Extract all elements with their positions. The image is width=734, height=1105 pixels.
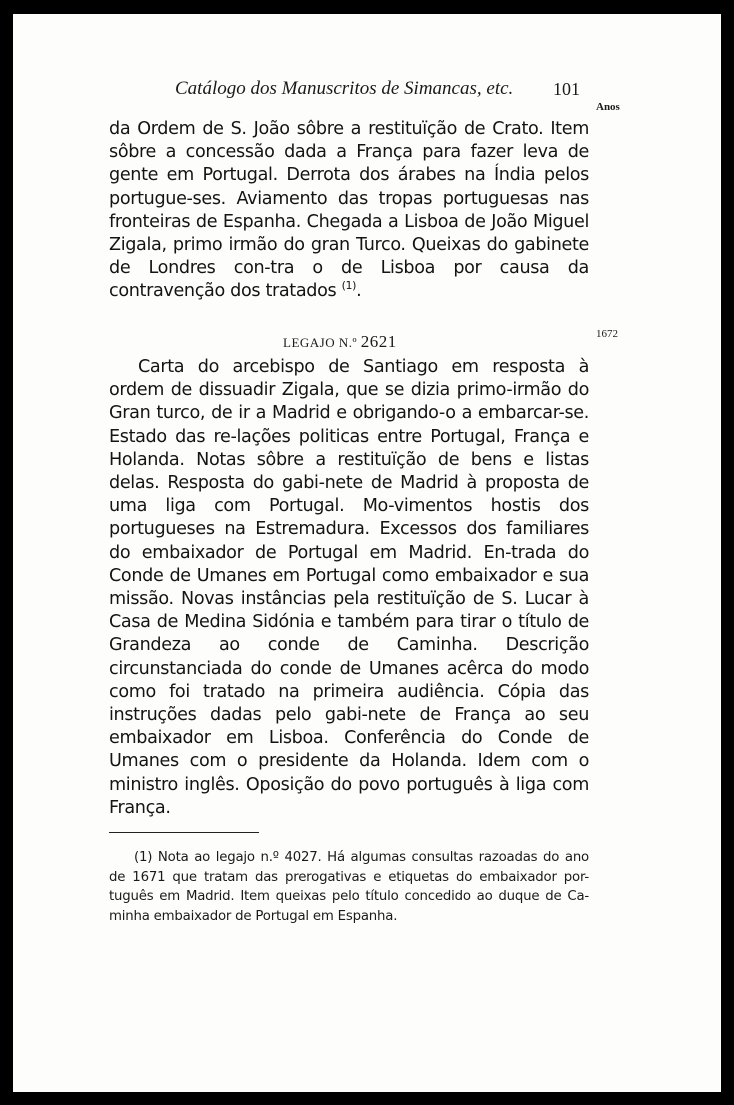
paragraph-continued — [109, 118, 589, 304]
running-title: Catálogo dos Manuscritos de Simancas, etc. — [175, 78, 514, 99]
margin-years-label: Anos — [596, 101, 620, 113]
paragraph-1-text: da Ordem de S. João sôbre a restituïção de Crato. Item sôbre a concessão dada a França para fazer leva de gente em Portugal. Derrota dos árabes na Índia pelos portugue-ses. Aviamento das tropas portuguesas nas fronteiras de Espanha. Chegada a Lisboa de João Miguel Zigala, primo irmão do gran Turco. Queixas do gabinete de Londres con-tra o de Lisboa por causa da contravenção dos tratados — [109, 119, 589, 302]
footnote-reference: (1) — [341, 279, 357, 293]
legajo-number: 2621 — [360, 332, 397, 351]
footnote-text: Nota ao legajo n.º 4027. Há algumas consultas razoadas do ano de 1671 que tratam das prerogativas e etiquetas do embaixador por-tuguês em Madrid. Item queixas pelo título concedido ao duque de Ca-minha embaixador de Portugal em Espanha. — [109, 850, 589, 924]
page-number: 101 — [553, 79, 580, 99]
footnote-marker: (1) — [134, 850, 153, 865]
margin-year-1672: 1672 — [596, 328, 618, 340]
footnote-separator — [109, 832, 259, 833]
legajo-heading — [283, 332, 397, 352]
footnote — [109, 848, 589, 926]
legajo-label: LEGAJO N.º — [283, 335, 358, 350]
book-page — [13, 14, 721, 1092]
paragraph-1-end: . — [356, 281, 362, 302]
legajo-summary-paragraph: Carta do arcebispo de Santiago em resposta à ordem de dissuadir Zigala, que se dizia primo-irmão do Gran turco, de ir a Madrid e obrigando-o a embarcar-se. Estado das re-lações politicas entre Portugal, França e Holanda. Notas sôbre a restituïção de bens e listas delas. Resposta do gabi-nete de Madrid à proposta de uma liga com Portugal. Mo-vimentos hostis dos portugueses na Estremadura. Excessos dos familiares do embaixador de Portugal em Madrid. En-trada do Conde de Umanes em Portugal como embaixador e sua missão. Novas instâncias pela restituïção de S. Lucar à Casa de Medina Sidónia e também para tirar o título de Grandeza ao conde de Caminha. Descrição circunstanciada do conde de Umanes acêrca do modo como foi tratado na primeira audiência. Cópia das instruções dadas pelo gabi-nete de França ao seu embaixador em Lisboa. Conferência do Conde de Umanes com o presidente da Holanda. Idem com o ministro inglês. Oposição do povo português à liga com França. — [109, 357, 589, 818]
